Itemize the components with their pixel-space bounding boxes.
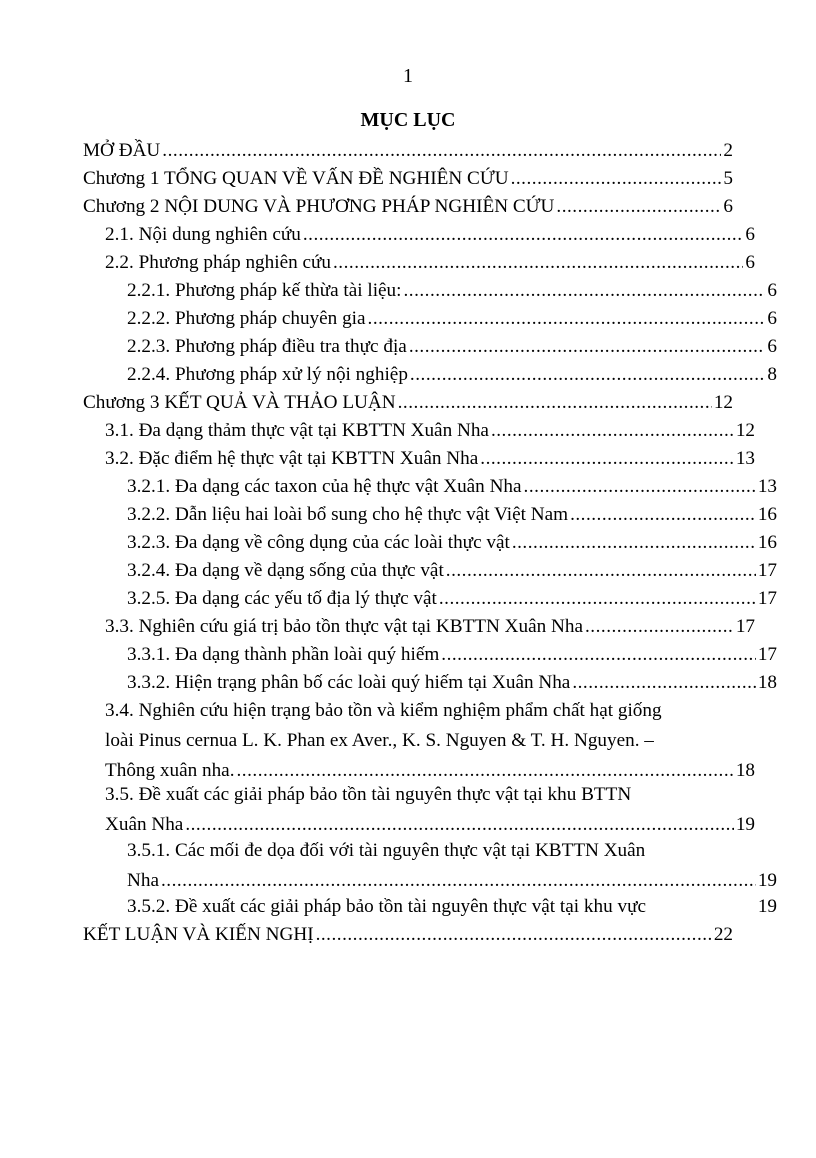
toc-entry-2-2-2[interactable] (83, 304, 777, 334)
leader-dots (303, 220, 744, 250)
leader-dots (512, 528, 756, 558)
leader-dots (491, 416, 734, 446)
toc-entry-chuong-1[interactable] (83, 164, 733, 194)
toc-entry-label: 2.2.2. Phương pháp chuyên gia (127, 308, 366, 329)
leader-dots (585, 612, 734, 642)
toc-entry-3-2-3[interactable] (83, 528, 777, 558)
leader-dots (572, 668, 755, 698)
leader-dots (403, 276, 765, 306)
leader-dots (441, 640, 756, 670)
toc-entry-page: 18 (735, 760, 755, 781)
toc-entry-label: 3.2.4. Đa dạng về dạng sống của thực vật (127, 560, 444, 581)
leader-dots (524, 472, 756, 502)
toc-entry-2-2-4[interactable] (83, 360, 777, 390)
toc-entry-3-3[interactable] (83, 612, 755, 642)
toc-entry-label-line-2: Nha (127, 870, 159, 891)
toc-entry-page: 12 (735, 420, 755, 441)
toc-entry-label: 3.2.3. Đa dạng về công dụng của các loài thực vật (127, 532, 510, 553)
leader-dots (316, 920, 712, 950)
toc-entry-page: 6 (723, 196, 733, 217)
toc-entry-2-2-1[interactable] (83, 276, 777, 306)
leader-dots (368, 304, 766, 334)
toc-entry-chuong-2[interactable] (83, 192, 733, 222)
toc-entry-3-2-5[interactable] (83, 584, 777, 614)
toc-entry-3-1[interactable] (83, 416, 755, 446)
toc-entry-page: 22 (713, 924, 733, 945)
toc-entry-3-3-2[interactable] (83, 668, 777, 698)
toc-entry-label: 3.5.2. Đề xuất các giải pháp bảo tồn tài nguyên thực vật tại khu vực (127, 896, 646, 917)
toc-entry-page: 6 (767, 308, 777, 329)
leader-dots (333, 248, 743, 278)
toc-entry-2-2-3[interactable] (83, 332, 777, 362)
toc-entry-page: 13 (735, 448, 755, 469)
toc-title: MỤC LỤC (360, 109, 456, 131)
toc-entry-label-line-2: Xuân Nha (105, 814, 184, 835)
toc-entry-page: 17 (757, 588, 777, 609)
toc-entry-label-line-1: 3.4. Nghiên cứu hiện trạng bảo tồn và kiểm nghiệm phẩm chất hạt giống (105, 700, 662, 721)
leader-dots (162, 136, 721, 166)
toc-entry-label: KẾT LUẬN VÀ KIẾN NGHỊ (83, 924, 314, 945)
toc-entry-ket-luan[interactable] (83, 920, 733, 950)
toc-entry-page: 19 (757, 896, 777, 917)
toc-entry-label: 3.3.1. Đa dạng thành phần loài quý hiếm (127, 644, 440, 665)
toc-entry-page: 17 (757, 644, 777, 665)
toc-entry-page: 18 (757, 672, 777, 693)
toc-entry-label: 2.2.3. Phương pháp điều tra thực địa (127, 336, 407, 357)
toc-entry-label-line-3: Thông xuân nha. (105, 760, 235, 781)
page-number: 1 (403, 65, 413, 87)
leader-dots (511, 164, 722, 194)
toc-entry-page: 2 (723, 140, 733, 161)
toc-entry-label: 2.2.4. Phương pháp xử lý nội nghiệp (127, 364, 408, 385)
toc-entry-mo-dau[interactable] (83, 136, 733, 166)
toc-entry-3-2-4[interactable] (83, 556, 777, 586)
toc-entry-page: 13 (757, 476, 777, 497)
leader-dots (409, 332, 766, 362)
toc-entry-label: 2.2.1. Phương pháp kế thừa tài liệu: (127, 280, 402, 301)
toc-entry-label: 3.1. Đa dạng thảm thực vật tại KBTTN Xuân Nha (105, 420, 489, 441)
leader-dots (410, 360, 765, 390)
toc-entry-label: Chương 2 NỘI DUNG VÀ PHƯƠNG PHÁP NGHIÊN CỨU (83, 196, 555, 217)
toc-entry-page: 6 (745, 252, 755, 273)
leader-dots (398, 388, 712, 418)
toc-entry-2-1[interactable] (83, 220, 755, 250)
toc-entry-3-2[interactable] (83, 444, 755, 474)
toc-entry-label-line-1: 3.5. Đề xuất các giải pháp bảo tồn tài nguyên thực vật tại khu BTTN (105, 784, 632, 805)
toc-entry-page: 17 (757, 560, 777, 581)
toc-entry-page: 8 (767, 364, 777, 385)
toc-entry-label: 3.2. Đặc điểm hệ thực vật tại KBTTN Xuân Nha (105, 448, 479, 469)
toc-entry-page: 6 (767, 280, 777, 301)
toc-entry-label: MỞ ĐẦU (83, 140, 161, 161)
leader-dots (570, 500, 756, 530)
toc-entry-page: 19 (757, 870, 777, 891)
toc-entry-page: 17 (735, 616, 755, 637)
toc-entry-page: 6 (745, 224, 755, 245)
toc-entry-page: 16 (757, 504, 777, 525)
toc-entry-label: Chương 1 TỔNG QUAN VỀ VẤN ĐỀ NGHIÊN CỨU (83, 168, 509, 189)
toc-entry-label: 2.2. Phương pháp nghiên cứu (105, 252, 331, 273)
toc-entry-label: 3.2.1. Đa dạng các taxon của hệ thực vật Xuân Nha (127, 476, 522, 497)
toc-entry-page: 6 (767, 336, 777, 357)
toc-entry-label: 3.3. Nghiên cứu giá trị bảo tồn thực vật tại KBTTN Xuân Nha (105, 616, 583, 637)
toc-entry-3-2-2[interactable] (83, 500, 777, 530)
toc-entry-label: 3.2.2. Dẫn liệu hai loài bổ sung cho hệ thực vật Việt Nam (127, 504, 569, 525)
toc-entry-label: 2.1. Nội dung nghiên cứu (105, 224, 301, 245)
toc-entry-3-5[interactable] (83, 780, 755, 840)
leader-dots (556, 192, 721, 222)
toc-entry-3-2-1[interactable] (83, 472, 777, 502)
toc-entry-label: 3.2.5. Đa dạng các yếu tố địa lý thực vật (127, 588, 437, 609)
toc-entry-2-2[interactable] (83, 248, 755, 278)
toc-entry-3-5-2[interactable] (83, 892, 777, 922)
toc-entry-label: Chương 3 KẾT QUẢ VÀ THẢO LUẬN (83, 392, 396, 413)
leader-dots (446, 556, 756, 586)
toc-entry-label-line-1: 3.5.1. Các mối đe dọa đối với tài nguyên thực vật tại KBTTN Xuân (127, 840, 646, 861)
toc-entry-3-3-1[interactable] (83, 640, 777, 670)
toc-entry-page: 19 (735, 814, 755, 835)
leader-dots (439, 584, 756, 614)
toc-entry-label: 3.3.2. Hiện trạng phân bố các loài quý hiếm tại Xuân Nha (127, 672, 571, 693)
toc-entry-label-line-2: loài Pinus cernua L. K. Phan ex Aver., K. S. Nguyen & T. H. Nguyen. – (105, 730, 654, 751)
toc-entry-page: 16 (757, 532, 777, 553)
toc-entry-3-5-1[interactable] (83, 836, 777, 896)
toc-entry-chuong-3[interactable] (83, 388, 733, 418)
toc-entry-page: 5 (723, 168, 733, 189)
leader-dots (480, 444, 734, 474)
toc-entry-page: 12 (713, 392, 733, 413)
toc-entry-3-4[interactable] (83, 696, 755, 786)
